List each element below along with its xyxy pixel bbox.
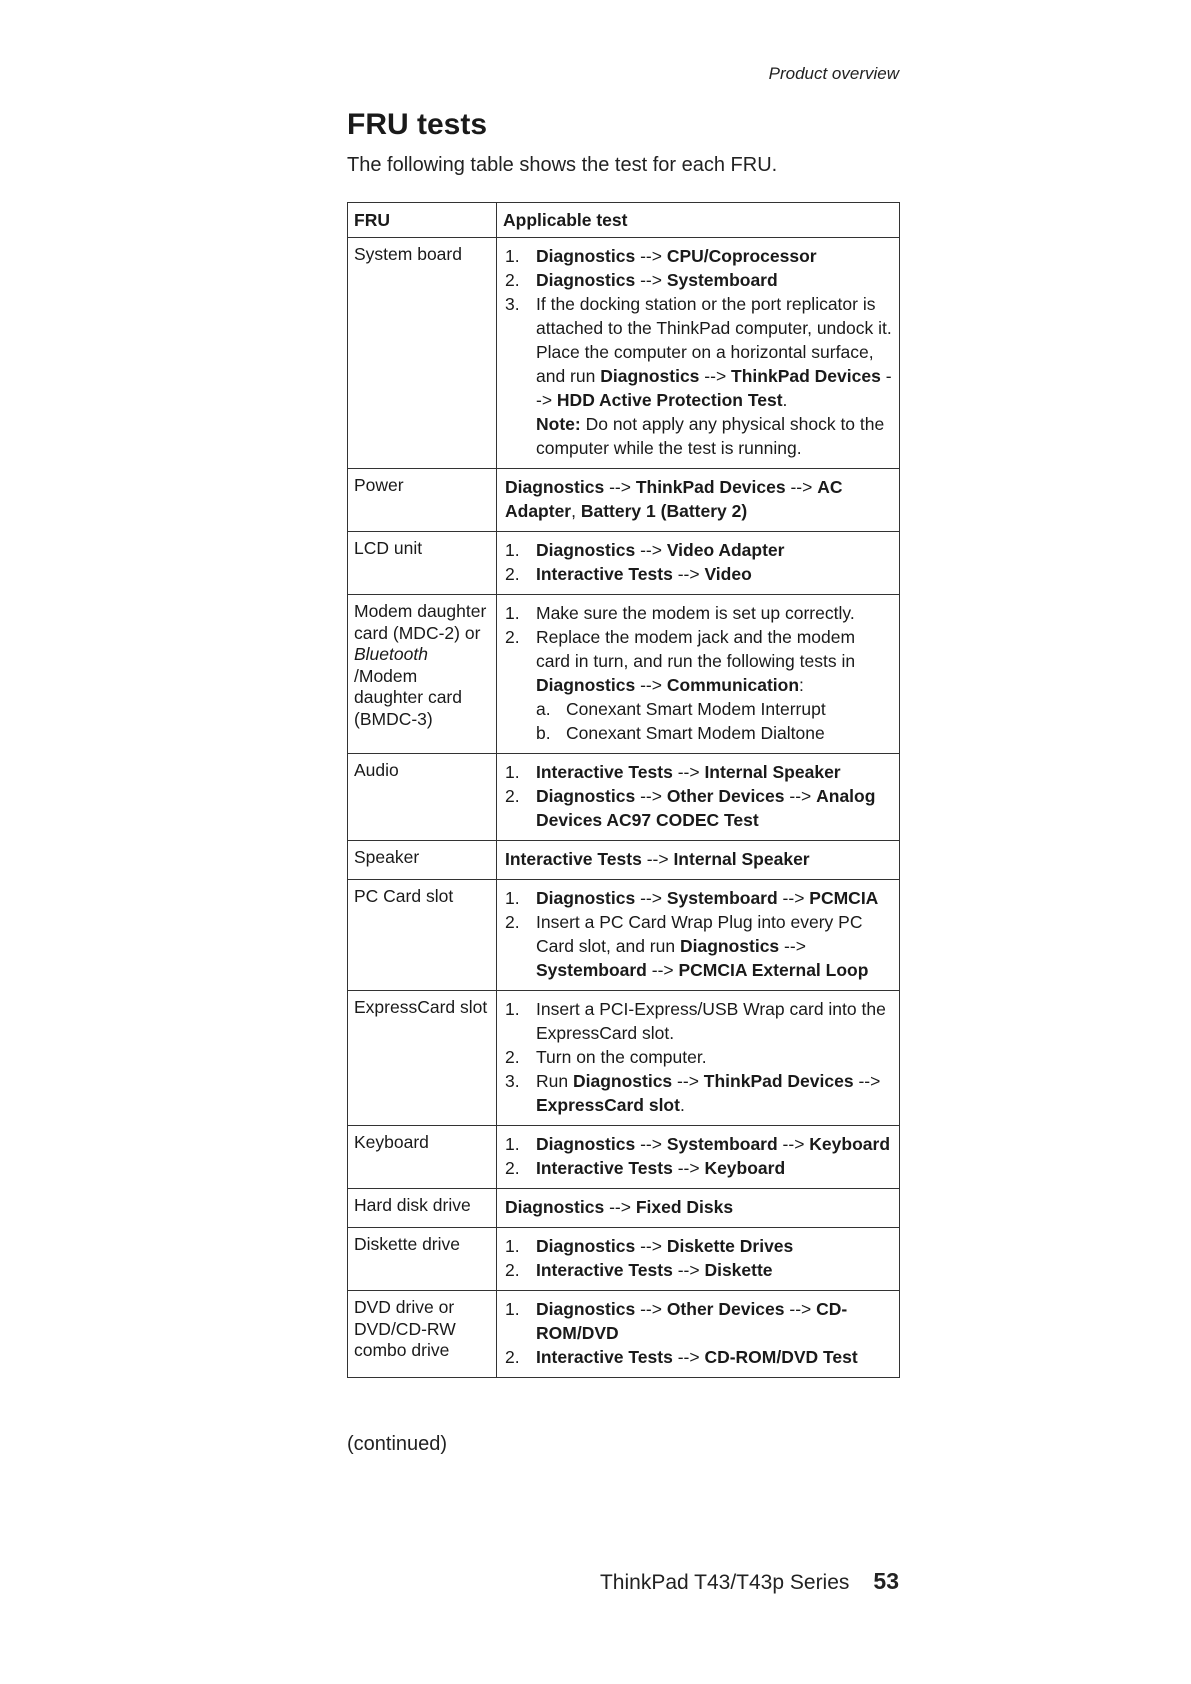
applicable-test-cell [497, 991, 900, 1126]
text-run: Replace the modem jack and the modem card in turn, and run the following tests in [536, 627, 856, 671]
text-run: --> [604, 1197, 636, 1217]
italic-text: Bluetooth [354, 644, 428, 664]
table-row [348, 1291, 900, 1378]
substep-text: Conexant Smart Modem Interrupt [566, 699, 826, 719]
bold-text: Video Adapter [666, 540, 785, 560]
bold-text: Other Devices [666, 786, 785, 806]
applicable-test-cell [497, 1228, 900, 1291]
page-title: FRU tests [347, 108, 488, 141]
fru-cell: Power [348, 469, 497, 532]
text-run: --> [635, 888, 667, 908]
bold-text: Diagnostics [536, 246, 636, 266]
bold-text: Diagnostics [505, 477, 605, 497]
step-number: 2. [505, 627, 520, 647]
step-number: 1. [505, 1236, 520, 1256]
fru-cell: ExpressCard slot [348, 991, 497, 1126]
step-number: 1. [505, 246, 520, 266]
footer-series-title: ThinkPad T43/T43p Series [599, 1571, 850, 1594]
text-run: --> [784, 1299, 817, 1319]
text-run: Do not apply any physical shock to the computer while the test is running. [536, 414, 885, 458]
bold-text: CD-ROM/DVD Test [704, 1347, 858, 1367]
fru-cell: Speaker [348, 841, 497, 880]
fru-cell: Audio [348, 754, 497, 841]
text-run: Insert a PC Card Wrap Plug into every PC Card slot, and run [536, 912, 863, 956]
bold-text: Diagnostics [600, 366, 700, 386]
step-number: 1. [505, 762, 520, 782]
bold-text: Interactive Tests [536, 762, 673, 782]
text-run: --> [777, 1134, 810, 1154]
bold-text: Systemboard [666, 888, 778, 908]
bold-text: ThinkPad Devices [703, 1071, 854, 1091]
step-number: 1. [505, 888, 520, 908]
bold-text: CPU/Coprocessor [666, 246, 817, 266]
step-number: 2. [505, 786, 520, 806]
table-row [348, 841, 900, 880]
applicable-test-cell [497, 595, 900, 754]
fru-cell: Keyboard [348, 1126, 497, 1189]
bold-text: Diagnostics [572, 1071, 673, 1091]
bold-text: PCMCIA [809, 888, 879, 908]
table-row [348, 991, 900, 1126]
test-steps-list [505, 997, 893, 1117]
test-step [505, 1345, 893, 1369]
table-row [348, 238, 900, 469]
text-run: --> [784, 786, 817, 806]
step-number: 2. [505, 1047, 520, 1067]
bold-text: Interactive Tests [536, 1347, 673, 1367]
test-step [505, 1132, 893, 1156]
text-run: Run [536, 1071, 573, 1091]
bold-text: Diagnostics [679, 936, 780, 956]
text-run: --> [635, 540, 667, 560]
step-number: 1. [505, 1134, 520, 1154]
bold-text: Diagnostics [505, 1197, 605, 1217]
text-run: --> [853, 1071, 881, 1091]
bold-text: Systemboard [536, 960, 647, 980]
applicable-test-cell [497, 469, 900, 532]
table-row [348, 595, 900, 754]
test-substep [536, 721, 893, 745]
applicable-test-cell [497, 754, 900, 841]
test-step [505, 997, 893, 1045]
step-number: 2. [505, 270, 520, 290]
step-number: 1. [505, 999, 520, 1019]
applicable-test-cell [497, 1291, 900, 1378]
test-step [505, 910, 893, 982]
test-steps-list [505, 601, 893, 745]
text-run: --> [635, 675, 667, 695]
text-run: . [782, 390, 788, 410]
text-run: --> [779, 936, 806, 956]
fru-cell [348, 595, 497, 754]
test-step [505, 1258, 893, 1282]
test-step [505, 625, 893, 745]
table-row [348, 1126, 900, 1189]
bold-text: Interactive Tests [536, 564, 673, 584]
table-body [348, 238, 900, 1378]
continued-note: (continued) [347, 1433, 448, 1455]
text-run: --> [604, 477, 636, 497]
step-number: 2. [505, 912, 520, 932]
fru-cell: Diskette drive [348, 1228, 497, 1291]
text-run: --> [646, 960, 679, 980]
bold-text: Interactive Tests [536, 1260, 673, 1280]
substep-letter: b. [536, 723, 551, 743]
bold-text: Analog Devices AC97 CODEC Test [536, 786, 876, 830]
bold-text: Diagnostics [536, 1236, 636, 1256]
applicable-test-cell [497, 880, 900, 991]
step-number: 1. [505, 1299, 520, 1319]
test-step [505, 760, 893, 784]
bold-text: Diskette Drives [666, 1236, 794, 1256]
bold-text: HDD Active Protection Test [556, 390, 783, 410]
text-run: If the docking station or the port replicator is attached to the ThinkPad computer, undock it. Place the computer on a horizontal surface, and run [536, 294, 892, 386]
bold-text: Communication [666, 675, 800, 695]
table-row [348, 469, 900, 532]
text-run: --> [635, 1236, 667, 1256]
text-run: --> [635, 270, 667, 290]
substep-text: Conexant Smart Modem Dialtone [566, 723, 825, 743]
bold-text: Internal Speaker [704, 762, 841, 782]
running-head: Product overview [768, 64, 899, 83]
page-footer [0, 1568, 899, 1595]
test-step [505, 1069, 893, 1117]
intro-text: The following table shows the test for each FRU. [347, 154, 778, 176]
text-run: --> [672, 1071, 704, 1091]
text-run: --> [635, 786, 667, 806]
bold-text: Internal Speaker [673, 849, 810, 869]
text-run: --> [785, 477, 818, 497]
test-step [505, 601, 893, 625]
fru-tests-table [347, 202, 900, 1378]
test-steps-list [505, 538, 893, 586]
text-run: --> [536, 366, 892, 410]
text-run: : [799, 675, 804, 695]
text-run: , [571, 501, 581, 521]
text-run: --> [672, 1347, 705, 1367]
step-number: 3. [505, 294, 520, 314]
page-number: 53 [873, 1568, 899, 1594]
text-run: --> [635, 1299, 667, 1319]
applicable-test-cell [497, 1126, 900, 1189]
text-run: Insert a PCI-Express/USB Wrap card into the ExpressCard slot. [536, 999, 886, 1043]
text-run: --> [672, 1158, 705, 1178]
text-run: --> [635, 246, 667, 266]
bold-text: Diagnostics [536, 786, 636, 806]
bold-text: Diagnostics [536, 540, 636, 560]
bold-text: CD-ROM/DVD [536, 1299, 848, 1343]
text-run: --> [699, 366, 732, 386]
test-step [505, 784, 893, 832]
text-run: Modem daughter card (MDC-2) or [354, 601, 487, 643]
bold-text: Video [704, 564, 752, 584]
test-step [505, 1156, 893, 1180]
test-substeps-list [536, 697, 893, 745]
bold-text: Systemboard [666, 270, 778, 290]
test-step [505, 538, 893, 562]
bold-text: Keyboard [704, 1158, 786, 1178]
bold-text: AC Adapter [505, 477, 843, 521]
column-header-applicable-test: Applicable test [497, 203, 900, 238]
fru-cell: System board [348, 238, 497, 469]
bold-text: ExpressCard slot [536, 1095, 680, 1115]
table-row [348, 532, 900, 595]
bold-text: ThinkPad Devices [731, 366, 881, 386]
bold-text: Diagnostics [536, 1299, 636, 1319]
text-run: --> [635, 1134, 667, 1154]
test-step [505, 244, 893, 268]
text-run: --> [672, 1260, 705, 1280]
test-step [505, 1234, 893, 1258]
fru-cell: DVD drive or DVD/CD-RW combo drive [348, 1291, 497, 1378]
test-steps-list [505, 1132, 893, 1180]
table-header-row [348, 203, 900, 238]
applicable-test-cell [497, 841, 900, 880]
text-run: . [679, 1095, 685, 1115]
test-step [505, 292, 893, 460]
test-step [505, 886, 893, 910]
bold-text: PCMCIA External Loop [678, 960, 869, 980]
bold-text: Fixed Disks [635, 1197, 734, 1217]
table-row [348, 1189, 900, 1228]
bold-text: Diagnostics [536, 1134, 636, 1154]
text-run: Make sure the modem is set up correctly. [536, 603, 855, 623]
table-row [348, 1228, 900, 1291]
bold-text: Systemboard [666, 1134, 778, 1154]
bold-text: Keyboard [809, 1134, 891, 1154]
bold-text: Diskette [704, 1260, 773, 1280]
text-run: --> [672, 762, 705, 782]
text-run: --> [777, 888, 810, 908]
bold-text: Interactive Tests [536, 1158, 673, 1178]
step-number: 2. [505, 1158, 520, 1178]
bold-text: Other Devices [666, 1299, 785, 1319]
test-substep [536, 697, 893, 721]
test-step [505, 268, 893, 292]
test-step [505, 1045, 893, 1069]
bold-text: Note: [536, 414, 581, 434]
step-number: 2. [505, 1347, 520, 1367]
step-number: 3. [505, 1071, 520, 1091]
table-row [348, 754, 900, 841]
text-run: --> [672, 564, 705, 584]
step-number: 2. [505, 1260, 520, 1280]
test-step [505, 562, 893, 586]
applicable-test-cell [497, 532, 900, 595]
column-header-fru: FRU [348, 203, 497, 238]
test-steps-list [505, 1297, 893, 1369]
fru-cell: Hard disk drive [348, 1189, 497, 1228]
bold-text: Diagnostics [536, 675, 636, 695]
test-steps-list [505, 244, 893, 460]
table-row [348, 880, 900, 991]
fru-cell: PC Card slot [348, 880, 497, 991]
test-step [505, 1297, 893, 1345]
test-steps-list [505, 1234, 893, 1282]
bold-text: Diagnostics [536, 888, 636, 908]
bold-text: Battery 1 (Battery 2) [580, 501, 748, 521]
substep-letter: a. [536, 699, 551, 719]
applicable-test-cell [497, 1189, 900, 1228]
bold-text: Diagnostics [536, 270, 636, 290]
text-run: --> [641, 849, 674, 869]
step-number: 2. [505, 564, 520, 584]
bold-text: ThinkPad Devices [635, 477, 786, 497]
step-number: 1. [505, 603, 520, 623]
applicable-test-cell [497, 238, 900, 469]
step-number: 1. [505, 540, 520, 560]
text-run: Turn on the computer. [536, 1047, 707, 1067]
bold-text: Interactive Tests [505, 849, 642, 869]
text-run: /Modem daughter card (BMDC-3) [354, 665, 462, 729]
test-steps-list [505, 760, 893, 832]
test-steps-list [505, 886, 893, 982]
fru-cell: LCD unit [348, 532, 497, 595]
